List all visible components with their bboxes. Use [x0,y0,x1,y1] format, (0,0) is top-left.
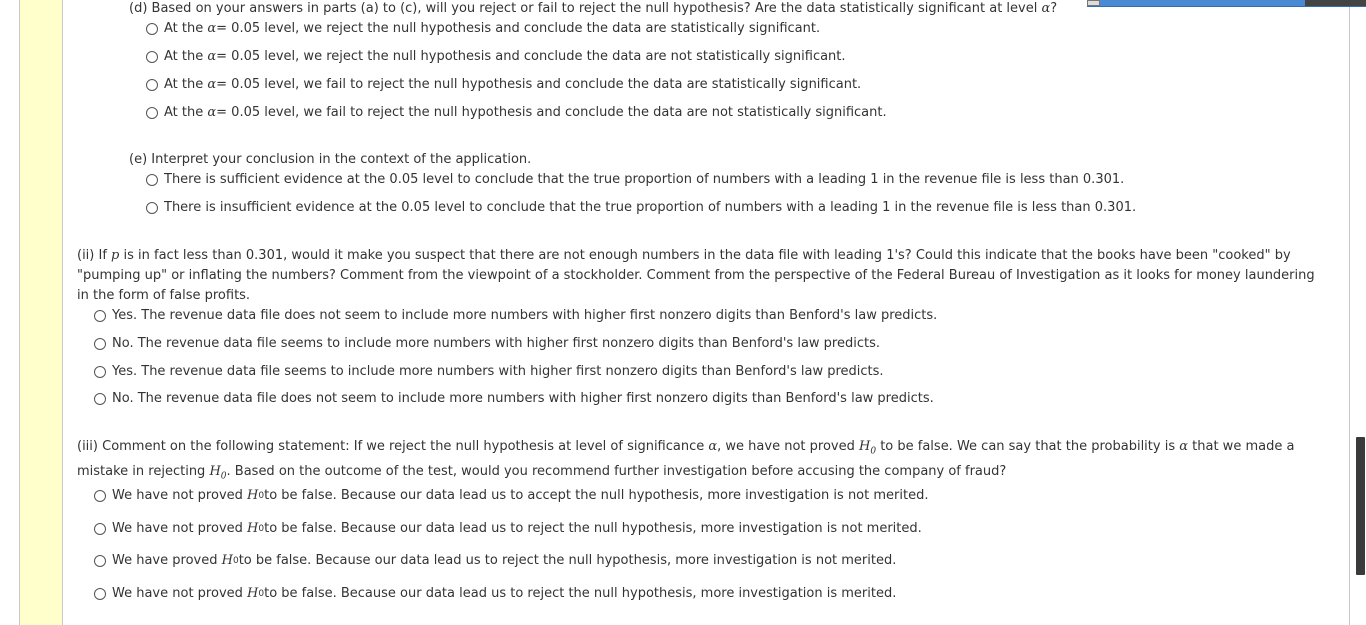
radio-button[interactable] [94,366,106,378]
radio-button[interactable] [94,523,106,535]
radio-button[interactable] [94,555,106,567]
part-ii-option-3[interactable] [94,362,884,382]
part-iii-option-1[interactable] [94,486,928,506]
h-subscript: 0 [220,471,227,482]
radio-button[interactable] [146,79,158,91]
alpha-symbol: α [207,21,217,36]
option-text-pre: We have not proved [112,586,243,601]
part-iii-text: that we made a [1188,439,1295,454]
h-subscript: 0 [870,446,877,457]
part-e-option-1[interactable] [146,170,1124,190]
option-text-post: = 0.05 level, we fail to reject the null hypothesis and conclude the data are statistically significant. [216,77,862,92]
alpha-symbol: α [207,105,217,120]
option-text-pre: At the [164,21,204,36]
option-text: There is sufficient evidence at the 0.05 level to conclude that the true proportion of numbers with a leading 1 in the revenue file is less than 0.301. [164,172,1125,187]
h-variable: H [858,439,871,454]
radio-button[interactable] [94,310,106,322]
part-iii-option-2[interactable] [94,519,922,539]
part-iii-prompt-line1 [77,437,1294,462]
alpha-symbol: α [1041,1,1051,16]
part-iii-text: to be false. We can say that the probability is [876,439,1180,454]
question-marker-strip [20,0,63,625]
h-variable: H [247,521,259,536]
radio-button[interactable] [146,202,158,214]
part-iii-prompt-line2 [77,462,1006,487]
part-e-prompt: (e) Interpret your conclusion in the context of the application. [129,152,532,167]
radio-button[interactable] [94,338,106,350]
option-text-post: = 0.05 level, we reject the null hypothesis and conclude the data are statistically significant. [216,21,821,36]
p-variable: p [111,248,120,263]
radio-button[interactable] [94,490,106,502]
part-d-option-2[interactable] [146,47,846,67]
option-text-post: to be false. Because our data lead us to reject the null hypothesis, more investigation is not merited. [238,553,897,568]
option-text-post: to be false. Because our data lead us to accept the null hypothesis, more investigation is not merited. [264,488,929,503]
part-d-prompt [129,0,1057,19]
option-text: Yes. The revenue data file seems to include more numbers with higher first nonzero digits than Benford's law predicts. [112,364,884,379]
question-content [63,0,1348,625]
radio-button[interactable] [94,588,106,600]
option-text-pre: We have not proved [112,521,243,536]
part-iii-option-4[interactable] [94,584,896,604]
option-text-pre: We have proved [112,553,218,568]
option-text-pre: At the [164,105,204,120]
option-text: No. The revenue data file seems to include more numbers with higher first nonzero digits than Benford's law predicts. [112,336,880,351]
h-variable: H [221,553,233,568]
option-text: There is insufficient evidence at the 0.05 level to conclude that the true proportion of numbers with a leading 1 in the revenue file is less than 0.301. [164,200,1137,215]
h-subscript: 0 [232,556,239,566]
alpha-symbol: α [207,77,217,92]
part-ii-prompt-start: (ii) If [77,248,112,263]
part-d-prompt-end: ? [1050,1,1058,16]
part-ii-prompt-rest: is in fact less than 0.301, would it make you suspect that there are not enough numbers in the data file with leading 1's? Could this indicate that the books have been "cooked" by "pumping up" or inflating the numbers? Comment from the viewpoint of a stockholder. Comment from the perspective of the Federal Bureau of Investigation as it looks for money laundering in the form of false profits. [77,248,1315,303]
part-ii-option-1[interactable] [94,306,937,326]
option-text-post: = 0.05 level, we fail to reject the null hypothesis and conclude the data are not statistically significant. [216,105,887,120]
part-d-option-1[interactable] [146,19,820,39]
h-variable: H [209,464,221,479]
left-gutter [0,0,20,625]
option-text-post: to be false. Because our data lead us to reject the null hypothesis, more investigation is not merited. [264,521,922,536]
part-iii-text: mistake in rejecting [77,464,210,479]
part-d-option-4[interactable] [146,103,887,123]
option-text: Yes. The revenue data file does not seem to include more numbers with higher first nonzero digits than Benford's law predicts. [112,308,938,323]
radio-button[interactable] [146,174,158,186]
option-text-pre: We have not proved [112,488,243,503]
part-iii-option-3[interactable] [94,551,896,571]
radio-button[interactable] [94,393,106,405]
part-d-prompt-text: (d) Based on your answers in parts (a) to (c), will you reject or fail to reject the null hypothesis? Are the data statistically significant at level [129,1,1042,16]
part-ii-prompt [77,246,1327,306]
scrollbar-thumb[interactable] [1356,437,1365,575]
radio-button[interactable] [146,107,158,119]
option-text: No. The revenue data file does not seem to include more numbers with higher first nonzero digits than Benford's law predicts. [112,391,934,406]
part-iii-text: (iii) Comment on the following statement: If we reject the null hypothesis at level of significance [77,439,709,454]
content-right-border [1349,0,1350,625]
h-variable: H [247,488,259,503]
part-iii-text: , we have not proved [717,439,859,454]
h-subscript: 0 [258,491,265,501]
alpha-symbol: α [207,49,217,64]
h-subscript: 0 [258,524,265,534]
option-text-post: to be false. Because our data lead us to reject the null hypothesis, more investigation is merited. [264,586,897,601]
option-text-pre: At the [164,49,204,64]
part-d-option-3[interactable] [146,75,861,95]
alpha-symbol: α [708,439,718,454]
h-variable: H [247,586,259,601]
part-ii-option-2[interactable] [94,334,880,354]
option-text-post: = 0.05 level, we reject the null hypothesis and conclude the data are not statistically significant. [216,49,846,64]
alpha-symbol: α [1179,439,1189,454]
radio-button[interactable] [146,51,158,63]
part-iii-text: . Based on the outcome of the test, would you recommend further investigation before accusing the company of fraud? [226,464,1007,479]
radio-button[interactable] [146,23,158,35]
option-text-pre: At the [164,77,204,92]
h-subscript: 0 [258,589,265,599]
part-ii-option-4[interactable] [94,389,934,409]
part-e-option-2[interactable] [146,198,1136,218]
